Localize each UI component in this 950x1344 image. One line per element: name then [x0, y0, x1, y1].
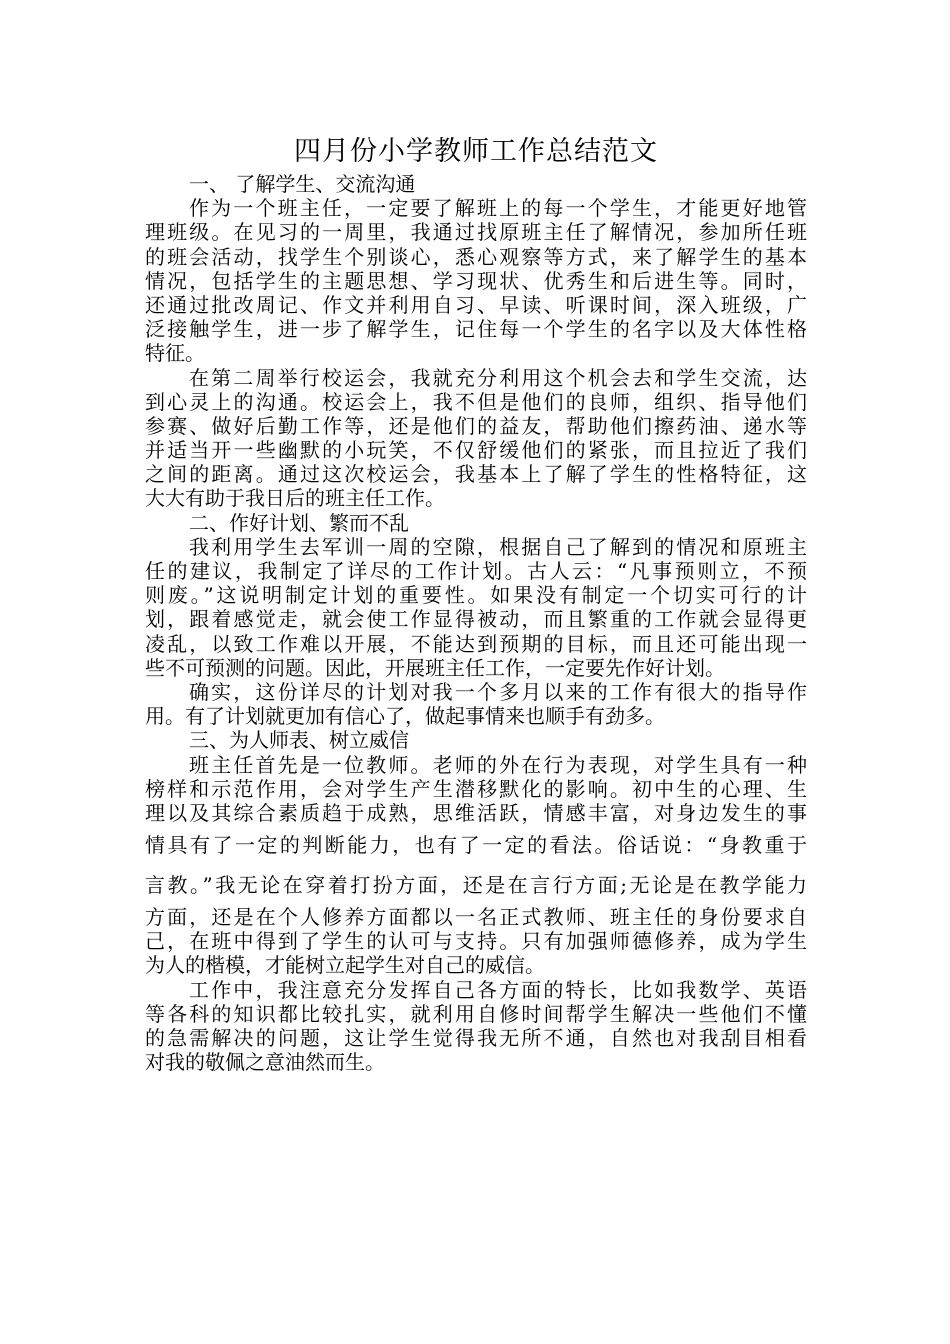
- paragraph-line: 情具有了一定的判断能力，也有了一定的看法。俗话说：“身教重于: [145, 833, 807, 858]
- section-heading: 一、 了解学生、交流沟通: [189, 172, 416, 196]
- paragraph-line: 为人的楷模，才能树立起学生对自己的威信。: [145, 953, 545, 978]
- paragraph-line: 到心灵上的沟通。校运会上，我不但是他们的良师，组织、指导他们: [145, 389, 807, 414]
- paragraph-line: 榜样和示范作用，会对学生产生潜移默化的影响。初中生的心理、生: [145, 776, 807, 801]
- paragraph-line: 还通过批改周记、作文并利用自习、早读、听课时间，深入班级，广: [145, 292, 807, 317]
- paragraph-line: 凌乱，以致工作难以开展，不能达到预期的目标，而且还可能出现一: [145, 631, 807, 656]
- document-body: [145, 172, 807, 1074]
- paragraph-line: 工作中，我注意充分发挥自己各方面的特长，比如我数学、英语: [189, 977, 807, 1002]
- paragraph-line: 则废。”这说明制定计划的重要性。如果没有制定一个切实可行的计: [145, 583, 807, 608]
- paragraph-line: 泛接触学生，进一步了解学生，记住每一个学生的名字以及大体性格: [145, 317, 807, 342]
- paragraph-line: 对我的敬佩之意油然而生。: [145, 1050, 385, 1075]
- paragraph-line: 情况，包括学生的主题思想、学习现状、优秀生和后进生等。同时，: [145, 268, 807, 293]
- paragraph-line: 言教。”我无论在穿着打扮方面，还是在言行方面;无论是在教学能力: [145, 873, 807, 898]
- paragraph-line: 己，在班中得到了学生的认可与支持。只有加强师德修养，成为学生: [145, 929, 807, 954]
- paragraph-line: 方面，还是在个人修养方面都以一名正式教师、班主任的身份要求自: [145, 905, 807, 930]
- paragraph-line: 理班级。在见习的一周里，我通过找原班主任了解情况，参加所任班: [145, 220, 807, 245]
- paragraph-line: 作为一个班主任，一定要了解班上的每一个学生，才能更好地管: [189, 196, 807, 221]
- paragraph-line: 特征。: [145, 341, 205, 366]
- paragraph-line: 参赛、做好后勤工作等，还是他们的益友，帮助他们擦药油、递水等: [145, 413, 807, 438]
- paragraph-line: 班主任首先是一位教师。老师的外在行为表现，对学生具有一种: [189, 752, 807, 777]
- paragraph-line: 大大有助于我日后的班主任工作。: [145, 486, 445, 511]
- paragraph-line: 确实，这份详尽的计划对我一个多月以来的工作有很大的指导作: [189, 679, 807, 704]
- section-heading: 三、为人师表、树立威信: [189, 728, 409, 753]
- paragraph-line: 任的建议，我制定了详尽的工作计划。古人云：“凡事预则立，不预: [145, 559, 807, 583]
- paragraph-line: 并适当开一些幽默的小玩笑，不仅舒缓他们的紧张，而且拉近了我们: [145, 438, 807, 463]
- document-page: [145, 134, 807, 1074]
- document-title: 四月份小学教师工作总结范文: [294, 136, 658, 167]
- paragraph-line: 划，跟着感觉走，就会使工作显得被动，而且繁重的工作就会显得更: [145, 607, 807, 632]
- paragraph-line: 的班会活动，找学生个别谈心，悉心观察等方式，来了解学生的基本: [145, 244, 807, 269]
- paragraph-line: 的急需解决的问题，这让学生觉得我无所不通，自然也对我刮目相看: [145, 1026, 807, 1050]
- paragraph-line: 之间的距离。通过这次校运会，我基本上了解了学生的性格特征，这: [145, 462, 807, 487]
- paragraph-line: 些不可预测的问题。因此，开展班主任工作，一定要先作好计划。: [145, 655, 725, 680]
- paragraph-line: 在第二周举行校运会，我就充分利用这个机会去和学生交流，达: [189, 365, 807, 390]
- section-heading: 二、作好计划、繁而不乱: [189, 510, 409, 535]
- paragraph-line: 我利用学生去军训一周的空隙，根据自己了解到的情况和原班主: [189, 534, 807, 559]
- paragraph-line: 理以及其综合素质趋于成熟，思维活跃，情感丰富，对身边发生的事: [145, 800, 807, 825]
- paragraph-line: 用。有了计划就更加有信心了，做起事情来也顺手有劲多。: [145, 704, 665, 729]
- paragraph-line: 等各科的知识都比较扎实，就利用自修时间帮学生解决一些他们不懂: [145, 1001, 807, 1026]
